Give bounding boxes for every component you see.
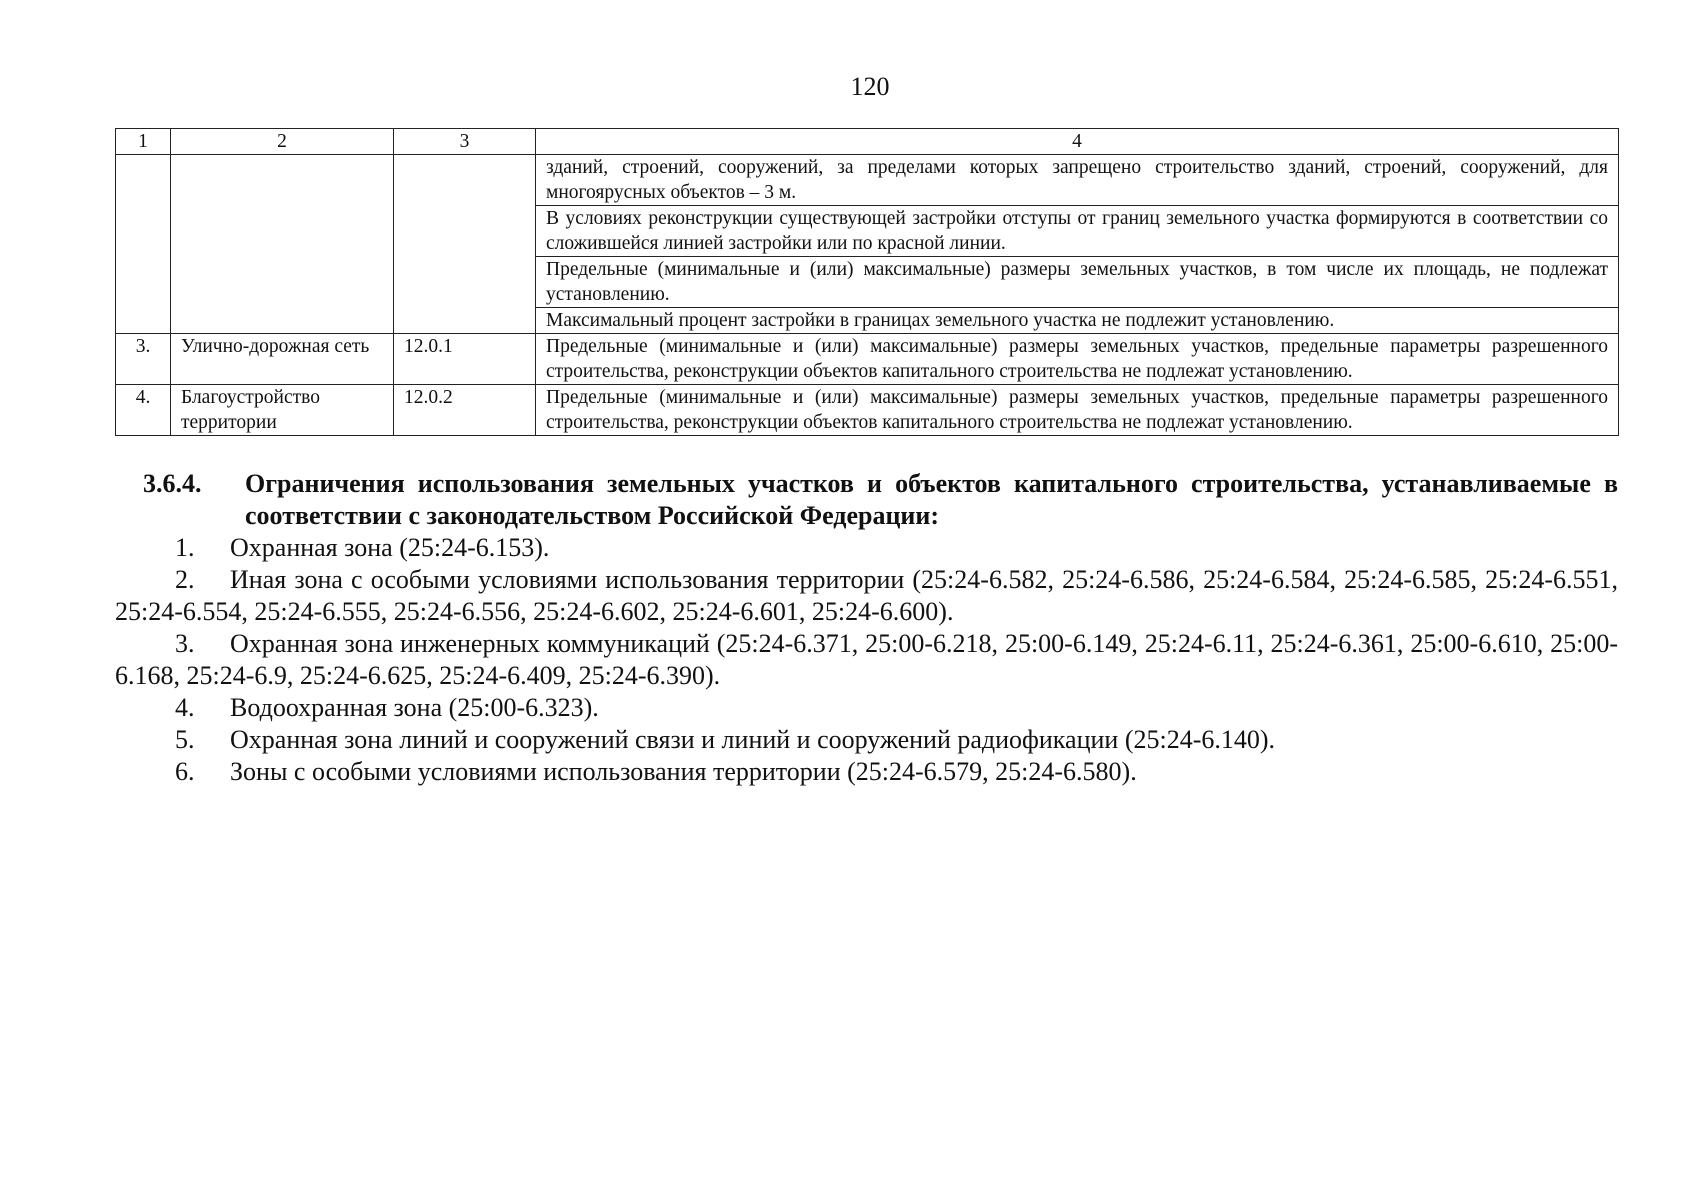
- list-item: [115, 724, 1618, 756]
- list-item-text: Охранная зона инженерных коммуникаций (25:24-6.371, 25:00-6.218, 25:00-6.149, 25:24-6.11, 25:24-6.361, 25:00-6.610, 25:00-6.168, 25:24-6.9, 25:24-6.625, 25:24-6.409, 25:24-6.390).: [115, 629, 1618, 690]
- table-cell-text: зданий, строений, сооружений, за пределами которых запрещено строительство зданий, строений, сооружений, для многоярусных объектов – 3 м.: [536, 155, 1619, 206]
- table-cell-code: 12.0.1: [394, 334, 536, 385]
- table-cell-empty: [171, 155, 394, 334]
- list-item-text: Зоны с особыми условиями использования территории (25:24-6.579, 25:24-6.580).: [230, 757, 1137, 786]
- table-cell-number: 3.: [116, 334, 171, 385]
- table-header-row: [116, 129, 1619, 155]
- list-item-number: 4.: [175, 693, 195, 722]
- header-cell: 2: [171, 129, 394, 155]
- table-row: [116, 155, 1619, 206]
- list-item-number: 1.: [175, 533, 195, 562]
- regulations-table: [115, 128, 1619, 436]
- table-cell-text: Максимальный процент застройки в границах земельного участка не подлежит установлению.: [536, 308, 1619, 334]
- section-title: Ограничения использования земельных участков и объектов капитального строительства, устанавливаемые в соответствии с законодательством Российской Федерации:: [245, 469, 1618, 530]
- table-cell-name: Улично-дорожная сеть: [171, 334, 394, 385]
- list-item-text: Водоохранная зона (25:00-6.323).: [230, 693, 599, 722]
- list-item-number: 5.: [175, 725, 195, 754]
- table-cell-text: Предельные (минимальные и (или) максимальные) размеры земельных участков, в том числе их площадь, не подлежат установлению.: [536, 257, 1619, 308]
- section-heading: [115, 468, 1618, 532]
- table-cell-text: Предельные (минимальные и (или) максимальные) размеры земельных участков, предельные параметры разрешенного строительства, реконструкции объектов капитального строительства не подлежат установлению.: [536, 385, 1619, 436]
- header-cell: 3: [394, 129, 536, 155]
- section-number: 3.6.4.: [143, 469, 202, 498]
- list-item-number: 2.: [175, 565, 195, 594]
- page-number: 120: [850, 72, 890, 101]
- table-cell-empty: [394, 155, 536, 334]
- header-cell: 1: [116, 129, 171, 155]
- list-item-text: Иная зона с особыми условиями использования территории (25:24-6.582, 25:24-6.586, 25:24-6.584, 25:24-6.585, 25:24-6.551, 25:24-6.554, 25:24-6.555, 25:24-6.556, 25:24-6.602, 25:24-6.601, 25:24-6.600).: [115, 565, 1618, 626]
- list-item: [115, 564, 1618, 628]
- table-row: [116, 385, 1619, 436]
- header-cell: 4: [536, 129, 1619, 155]
- table-row: [116, 334, 1619, 385]
- list-item-text: Охранная зона линий и сооружений связи и линий и сооружений радиофикации (25:24-6.140).: [230, 725, 1276, 754]
- table-cell-empty: [116, 155, 171, 334]
- table-cell-number: 4.: [116, 385, 171, 436]
- restrictions-section: [115, 468, 1618, 788]
- list-item-number: 3.: [175, 629, 195, 658]
- table-cell-code: 12.0.2: [394, 385, 536, 436]
- restrictions-list: [115, 532, 1618, 788]
- list-item: [115, 532, 1618, 564]
- list-item-text: Охранная зона (25:24-6.153).: [230, 533, 550, 562]
- list-item: [115, 692, 1618, 724]
- list-item-number: 6.: [175, 757, 195, 786]
- list-item: [115, 756, 1618, 788]
- list-item: [115, 628, 1618, 692]
- table-cell-text: Предельные (минимальные и (или) максимальные) размеры земельных участков, предельные параметры разрешенного строительства, реконструкции объектов капитального строительства не подлежат установлению.: [536, 334, 1619, 385]
- table-cell-text: В условиях реконструкции существующей застройки отступы от границ земельного участка формируются в соответствии со сложившейся линией застройки или по красной линии.: [536, 206, 1619, 257]
- table-cell-name: Благоустройство территории: [171, 385, 394, 436]
